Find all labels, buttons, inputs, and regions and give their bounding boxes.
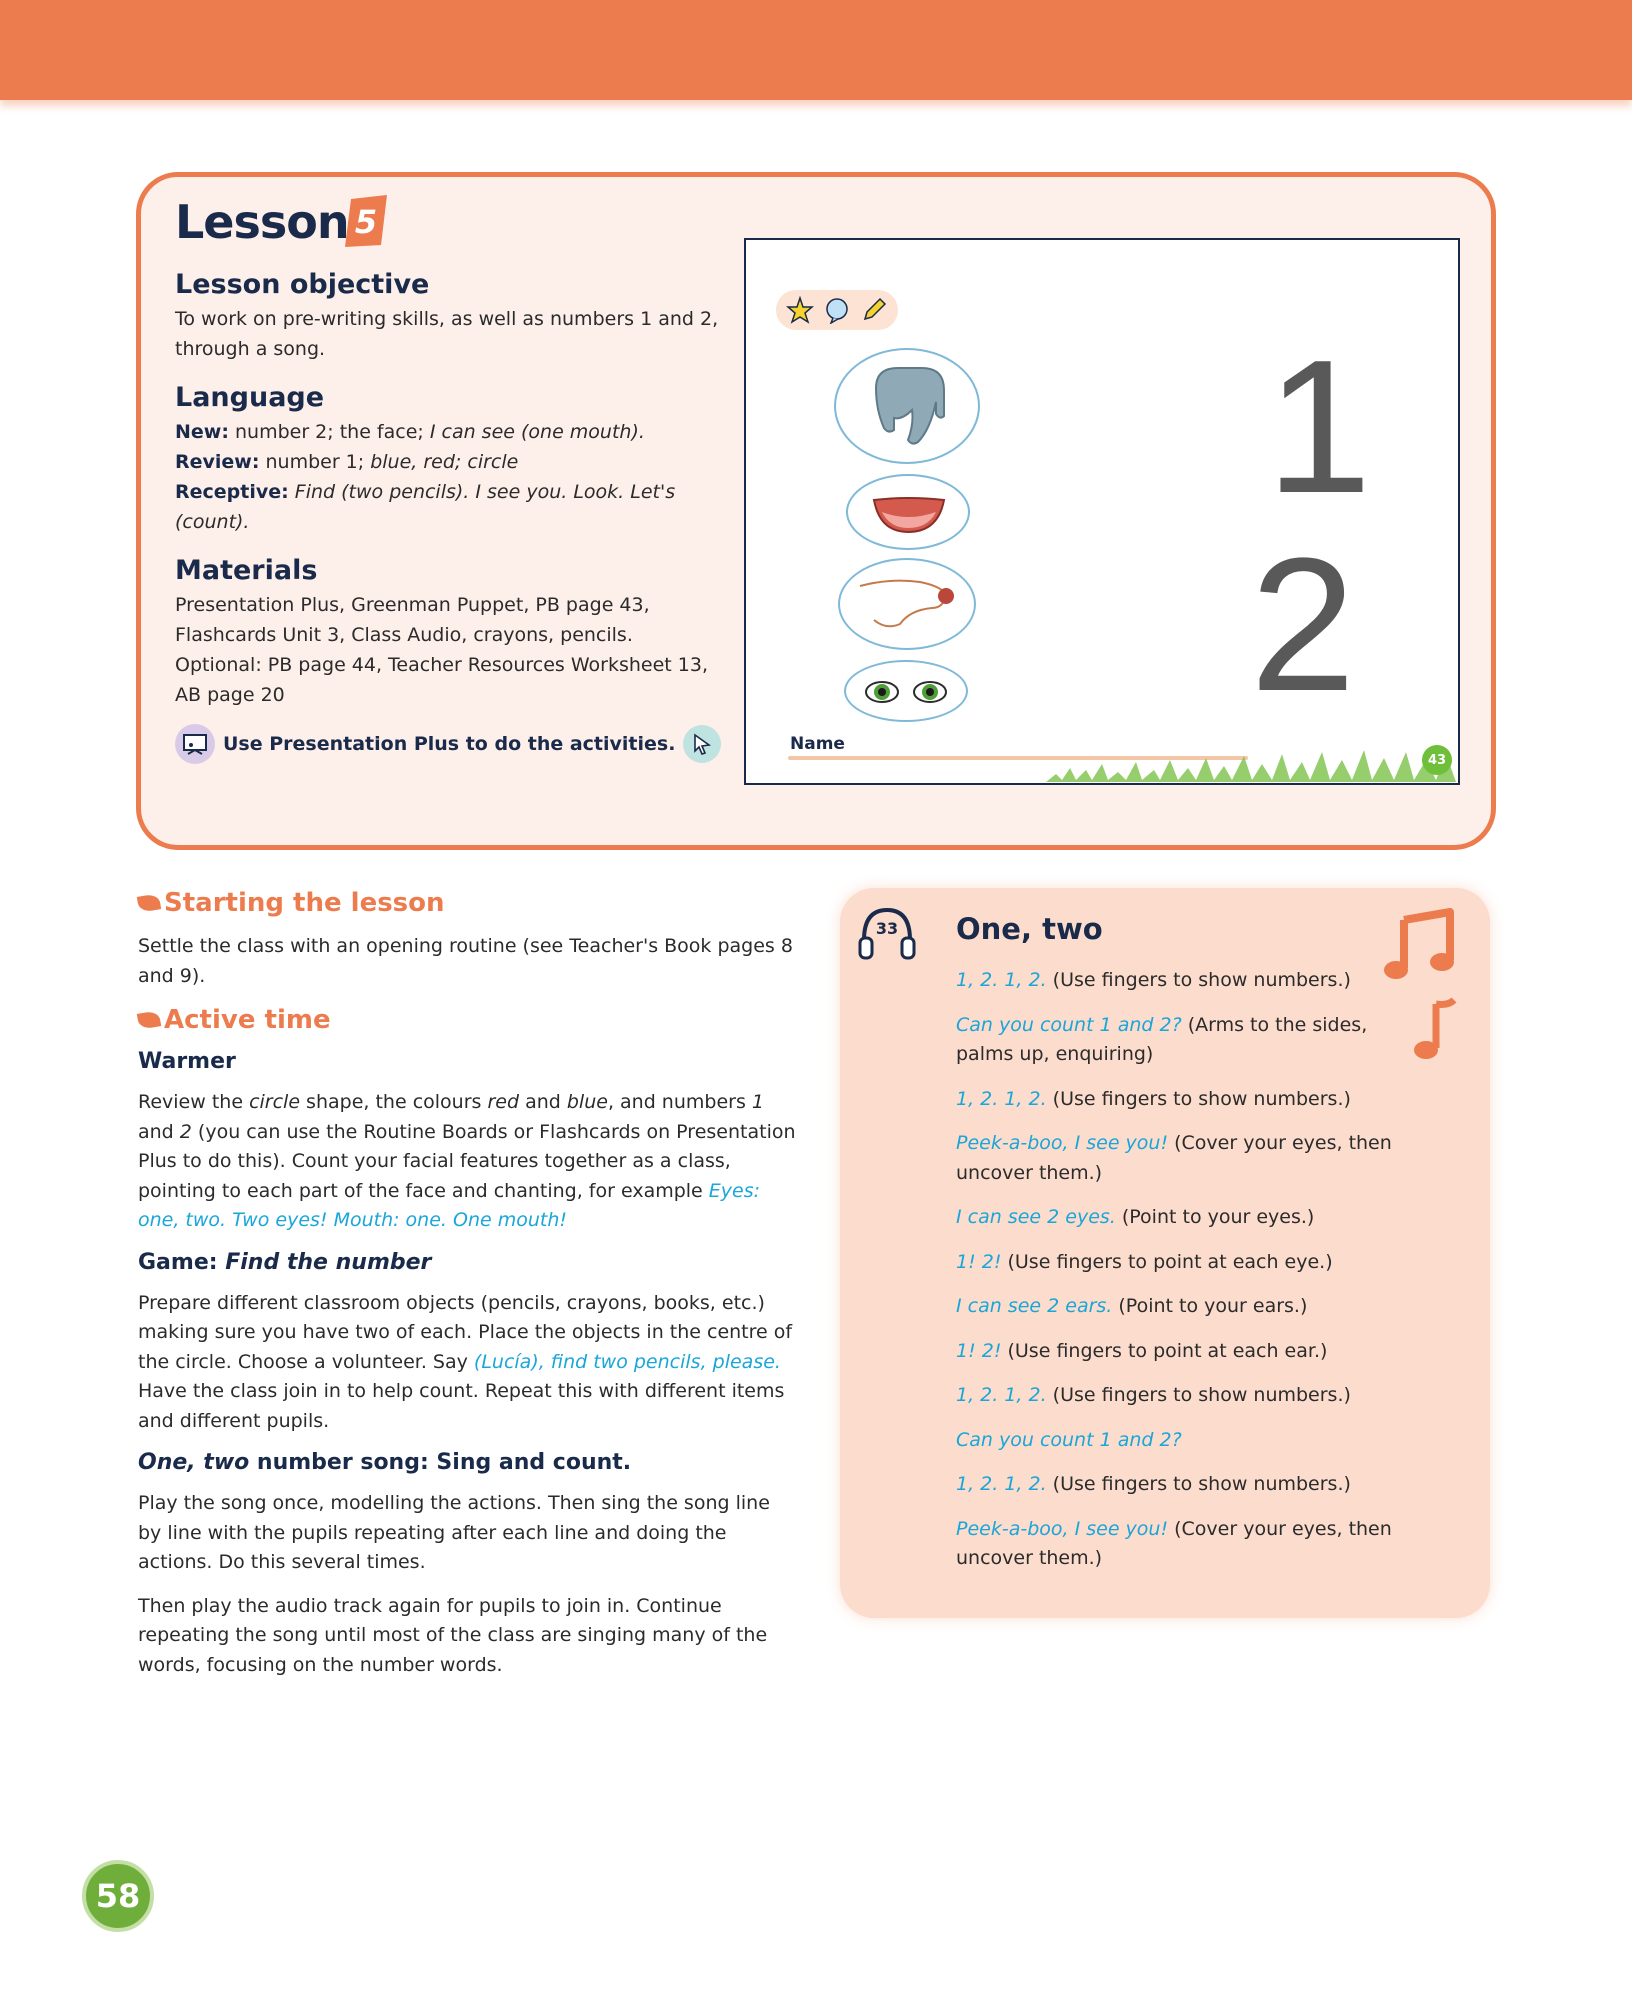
song-lyric: 1! 2! — [956, 1250, 1002, 1273]
song-lyric: Peek-a-boo, I see you! — [956, 1132, 1169, 1154]
review-label: Review: — [175, 451, 260, 473]
lesson-title-text: Lesson — [175, 195, 349, 249]
song-lyric: 1, 2. 1, 2. — [956, 969, 1047, 991]
game-heading: Game: Find the number — [138, 1249, 432, 1275]
eyes-oval — [844, 660, 968, 722]
song-action: (Use fingers to show numbers.) — [1046, 1087, 1351, 1110]
new-text-italic: I can see (one mouth). — [429, 421, 645, 443]
game-text: Prepare different classroom objects (pencils, crayons, books, etc.) making sure you have two of each. Place the objects in the centre of the circle. Choose a volunteer. Say (Lucía), find two pencils, please. Have the class join in to help count. Repeat this with different items and different pupils. — [138, 1291, 793, 1432]
number-two: 2 — [1250, 519, 1356, 731]
audio-track-number: 33 — [875, 919, 899, 938]
song-action: (Arms to the sides, palms up, enquiring) — [956, 1013, 1368, 1065]
warmer-text: Review the circle shape, the colours red and blue, and numbers 1 and 2 (you can use the Routine Boards or Flashcards on Presentation Plus to do this). Count your facial features together as a class, pointing to each part of the face and chanting, for example Eyes: one, two. Two eyes! Mouth: one. One mouth! — [138, 1091, 796, 1231]
starting-heading-text: Starting the lesson — [164, 888, 445, 918]
starting-heading — [138, 888, 798, 918]
song-lyric: Can you count 1 and 2? — [956, 1428, 1182, 1451]
leaf-icon — [137, 1010, 161, 1030]
song-action: (Cover your eyes, then uncover them.) — [956, 1132, 1392, 1184]
song-title: One, two — [956, 912, 1103, 946]
song-action: (Point to your eyes.) — [1115, 1206, 1315, 1228]
song-line — [956, 1292, 1416, 1322]
pupil-book-page-number: 43 — [1422, 745, 1452, 775]
new-text: number 2; the face; — [228, 421, 430, 443]
song-action: (Cover your eyes, then uncover them.) — [956, 1517, 1392, 1569]
leaf-icon — [137, 893, 161, 913]
lesson-title — [175, 195, 349, 249]
game-example: (Lucía), find two pencils, please. — [473, 1350, 781, 1373]
new-label: New: — [175, 421, 229, 443]
song-line — [956, 1129, 1416, 1188]
materials-heading: Materials — [175, 555, 318, 586]
receptive-text: Find (two pencils). I see you. Look. Let's (count). — [175, 481, 676, 533]
materials-text: Presentation Plus, Greenman Puppet, PB page 43, Flashcards Unit 3, Class Audio, crayons, pencils. — [175, 594, 650, 646]
song-line — [956, 1515, 1416, 1574]
presentation-plus-text: Use Presentation Plus to do the activities. — [223, 733, 676, 755]
song-action: (Use fingers to point at each eye.) — [1001, 1250, 1333, 1273]
song-lyric: 1! 2! — [956, 1339, 1002, 1362]
song-line — [956, 1011, 1416, 1070]
review-text-italic: blue, red; circle — [370, 451, 519, 473]
star-icon — [786, 296, 814, 324]
song-line — [956, 1085, 1416, 1115]
starting-text: Settle the class with an opening routine (see Teacher's Book pages 8 and 9). — [138, 935, 793, 987]
eyes-picture — [846, 662, 966, 720]
song-lyric: I can see 2 ears. — [956, 1295, 1113, 1317]
lesson-number-badge — [341, 193, 391, 249]
page-number: 58 — [82, 1860, 154, 1932]
song-line — [956, 1426, 1416, 1456]
song-line — [956, 1470, 1416, 1500]
pencil-icon — [860, 296, 888, 324]
pupil-book-page-thumbnail — [744, 238, 1460, 785]
presentation-plus-note — [175, 724, 735, 764]
song-lyric: I can see 2 eyes. — [956, 1206, 1116, 1228]
ear-oval — [834, 348, 980, 464]
song-lyrics-box — [840, 888, 1490, 1618]
song-activity-heading: One, two number song: Sing and count. — [138, 1450, 632, 1475]
song-lyric: 1, 2. 1, 2. — [956, 1087, 1047, 1110]
top-header-band — [0, 0, 1632, 100]
ear-picture — [836, 350, 978, 462]
name-label: Name — [790, 734, 845, 754]
active-heading — [138, 1005, 798, 1035]
nose-picture — [840, 560, 974, 648]
receptive-label: Receptive: — [175, 481, 289, 503]
song-line — [956, 1381, 1416, 1411]
language-review — [175, 447, 735, 477]
song-line — [956, 1337, 1416, 1367]
lesson-number: 5 — [354, 203, 378, 241]
lesson-details — [175, 265, 735, 764]
song-action: (Point to your ears.) — [1112, 1295, 1308, 1317]
song-lyric: 1, 2. 1, 2. — [956, 1384, 1047, 1406]
grass-decoration — [1046, 740, 1456, 782]
song-activity-text-2: Then play the audio track again for pupils to join in. Continue repeating the song until most of the class are singing many of the words, focusing on the number words. — [138, 1594, 768, 1676]
materials-optional: Optional: PB page 44, Teacher Resources Worksheet 13, AB page 20 — [175, 654, 709, 706]
song-lyric: Can you count 1 and 2? — [956, 1013, 1182, 1036]
song-lyrics-list — [956, 966, 1416, 1589]
activity-icons — [776, 290, 898, 330]
song-line — [956, 966, 1416, 996]
song-lyric: 1, 2. 1, 2. — [956, 1473, 1047, 1495]
headphones-audio-icon[interactable] — [854, 900, 920, 966]
number-one: 1 — [1266, 321, 1372, 533]
objective-text: To work on pre-writing skills, as well as numbers 1 and 2, through a song. — [175, 308, 719, 360]
active-heading-text: Active time — [164, 1005, 331, 1035]
mouth-oval — [846, 474, 970, 550]
objective-heading: Lesson objective — [175, 269, 430, 300]
song-lyric: Peek-a-boo, I see you! — [956, 1517, 1169, 1540]
mouth-picture — [848, 476, 968, 548]
language-new — [175, 417, 735, 447]
song-line — [956, 1248, 1416, 1278]
song-action: (Use fingers to show numbers.) — [1046, 969, 1351, 991]
warmer-example: Eyes: one, two. Two eyes! Mouth: one. One mouth! — [138, 1179, 761, 1231]
song-action: (Use fingers to show numbers.) — [1046, 1473, 1351, 1495]
song-activity-text-1: Play the song once, modelling the actions. Then sing the song line by line with the pupils repeating after each line and doing the actions. Do this several times. — [138, 1492, 770, 1573]
warmer-heading: Warmer — [138, 1049, 236, 1074]
review-text: number 1; — [259, 451, 371, 473]
language-receptive — [175, 477, 735, 537]
speech-bubble-icon — [823, 296, 851, 324]
nose-oval — [838, 558, 976, 650]
language-heading: Language — [175, 382, 325, 413]
song-line — [956, 1203, 1416, 1233]
lesson-procedure — [138, 888, 798, 1694]
song-action: (Use fingers to show numbers.) — [1046, 1384, 1351, 1406]
song-action: (Use fingers to point at each ear.) — [1001, 1339, 1328, 1362]
cursor-icon — [683, 725, 721, 763]
presentation-screen-icon — [175, 724, 215, 764]
